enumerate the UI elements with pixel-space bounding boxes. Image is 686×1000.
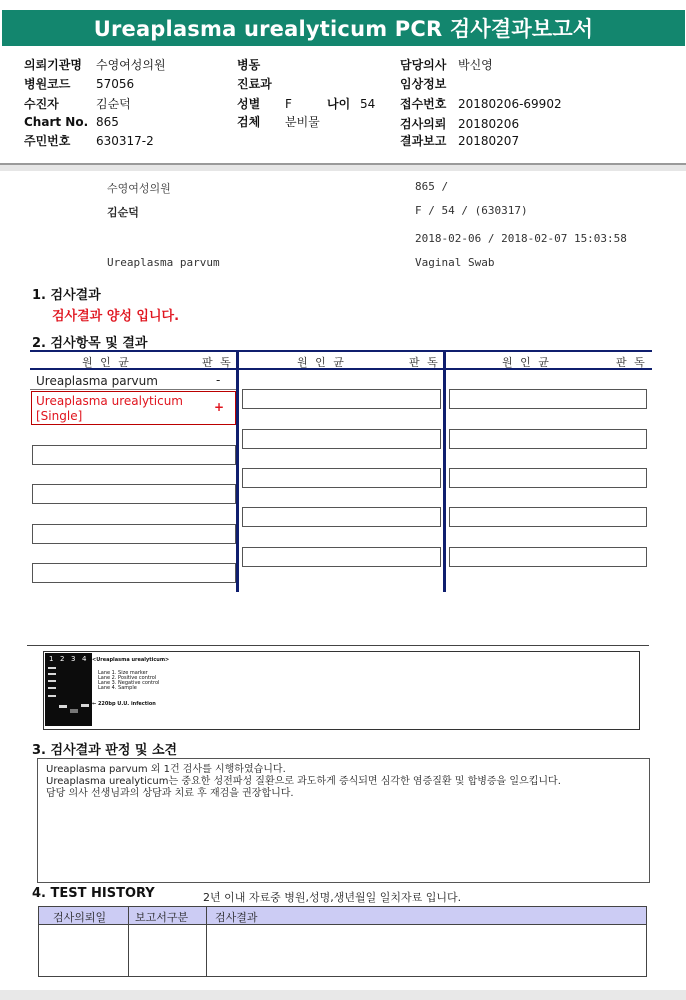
gel-electrophoresis-image	[45, 653, 92, 726]
gel-title: <Ureaplasma urealyticum>	[92, 657, 170, 663]
column-divider	[443, 350, 446, 592]
gel-legend-item: Lane 1. Size marker	[98, 670, 148, 676]
gel-legend-item: Lane 3. Negative control	[98, 680, 160, 686]
gel-lane-label: 3	[71, 655, 76, 663]
section2-title: 2. 검사항목 및 결과	[32, 336, 148, 351]
test-history-header	[39, 907, 646, 925]
header-sex: 성별 F	[237, 97, 292, 111]
result-row-value: -	[216, 373, 221, 387]
gel-arrow-label	[92, 701, 156, 707]
empty-result-cell	[32, 484, 236, 504]
gel-arrow-text: 220bp U.U. infection	[97, 701, 156, 707]
col-head-organism: 원 인 균	[297, 356, 346, 369]
gel-band	[48, 680, 56, 682]
section3-title: 3. 검사결과 판정 및 소견	[32, 743, 178, 758]
header-report-date: 결과보고 20180207	[400, 134, 520, 148]
gel-lane-label: 1	[49, 655, 54, 663]
history-col-report-type: 보고서구분	[135, 911, 189, 924]
gel-legend-item: Lane 4. Sample	[98, 685, 137, 691]
empty-result-cell	[449, 507, 647, 527]
empty-result-cell	[32, 563, 236, 583]
empty-result-cell	[32, 524, 236, 544]
gel-band	[70, 709, 78, 713]
history-col-divider	[128, 907, 129, 976]
result-header-col2	[239, 350, 443, 370]
col-head-judge: 판 독	[616, 356, 647, 369]
empty-result-cell	[242, 429, 441, 449]
arrow-left-icon: ←	[92, 701, 97, 707]
col-head-organism: 원 인 균	[82, 356, 131, 369]
history-col-result: 검사결과	[215, 911, 258, 924]
col-head-judge: 판 독	[409, 356, 440, 369]
header-chart-no: Chart No. 865	[24, 115, 119, 129]
mid-divider	[27, 645, 649, 646]
section4-subtitle: 2년 이내 자료중 병원,성명,생년월일 일치자료 입니다.	[203, 891, 462, 904]
opinion-line: Ureaplasma urealyticum는 중요한 성전파성 질환으로 과도하게 증식되면 심각한 염증질환 및 합병증을 일으킵니다.	[46, 776, 561, 787]
summary-hospital: 수영여성의원	[107, 182, 171, 195]
section4-title: 4. TEST HISTORY	[32, 886, 155, 901]
row-divider	[30, 389, 236, 390]
result-row-name: Ureaplasma urealyticum	[36, 394, 183, 408]
summary-specimen: Vaginal Swab	[415, 256, 495, 269]
summary-chart: 865 /	[415, 180, 449, 193]
header-specimen: 검체 분비물	[237, 115, 320, 129]
empty-result-cell	[242, 468, 441, 488]
opinion-line: 담당 의사 선생님과의 상담과 치료 후 재검을 권장합니다.	[46, 788, 294, 799]
gel-band	[48, 673, 56, 675]
empty-result-cell	[32, 445, 236, 465]
report-title: Ureaplasma urealyticum PCR 검사결과보고서	[2, 10, 685, 46]
gel-band	[48, 687, 56, 689]
empty-result-cell	[449, 468, 647, 488]
gel-lane-label: 4	[82, 655, 87, 663]
positive-result: 검사결과 양성 입니다.	[52, 309, 180, 324]
column-divider	[236, 350, 239, 592]
header-band	[0, 165, 686, 171]
empty-result-cell	[242, 389, 441, 409]
header-age: 나이 54	[327, 97, 376, 111]
header-request-date: 검사의뢰 20180206	[400, 117, 520, 131]
history-col-request-date: 검사의뢰일	[53, 911, 107, 924]
summary-sex-age: F / 54 / (630317)	[415, 204, 528, 217]
section1-title: 1. 검사결과	[32, 288, 101, 303]
header-patient: 수진자 김순덕	[24, 97, 131, 111]
summary-organism: Ureaplasma parvum	[107, 256, 220, 269]
header-doctor: 담당의사 박신영	[400, 58, 493, 72]
empty-result-cell	[242, 547, 441, 567]
header-clinical-info: 임상정보	[400, 77, 447, 91]
gel-band	[59, 705, 67, 708]
result-header-col3	[446, 350, 652, 370]
result-row-value: +	[214, 400, 225, 414]
empty-result-cell	[242, 507, 441, 527]
history-col-divider	[206, 907, 207, 976]
header-department: 진료과	[237, 77, 272, 91]
footer-band	[0, 990, 686, 1000]
col-head-judge: 판 독	[202, 356, 233, 369]
result-row-subname: [Single]	[36, 409, 83, 423]
result-row-name: Ureaplasma parvum	[36, 374, 158, 388]
empty-result-cell	[449, 389, 647, 409]
gel-legend-item: Lane 2. Positive control	[98, 675, 157, 681]
empty-result-cell	[449, 547, 647, 567]
gel-lane-label: 2	[60, 655, 65, 663]
header-ward: 병동	[237, 58, 261, 72]
test-history-table	[38, 906, 647, 977]
summary-patient: 김순덕	[107, 206, 139, 219]
header-receipt-no: 접수번호 20180206-69902	[400, 97, 562, 111]
header-resident-no: 주민번호 630317-2	[24, 134, 154, 148]
summary-dates: 2018-02-06 / 2018-02-07 15:03:58	[415, 232, 627, 245]
gel-band	[81, 704, 89, 707]
opinion-box	[37, 758, 650, 883]
result-header-col1	[30, 350, 236, 370]
gel-band	[48, 695, 56, 697]
empty-result-cell	[449, 429, 647, 449]
gel-band	[48, 667, 56, 669]
opinion-line: Ureaplasma parvum 외 1건 검사를 시행하였습니다.	[46, 764, 286, 775]
header-hospital: 의뢰기관명 수영여성의원	[24, 58, 166, 72]
col-head-organism: 원 인 균	[502, 356, 551, 369]
header-hospital-code: 병원코드 57056	[24, 77, 135, 91]
